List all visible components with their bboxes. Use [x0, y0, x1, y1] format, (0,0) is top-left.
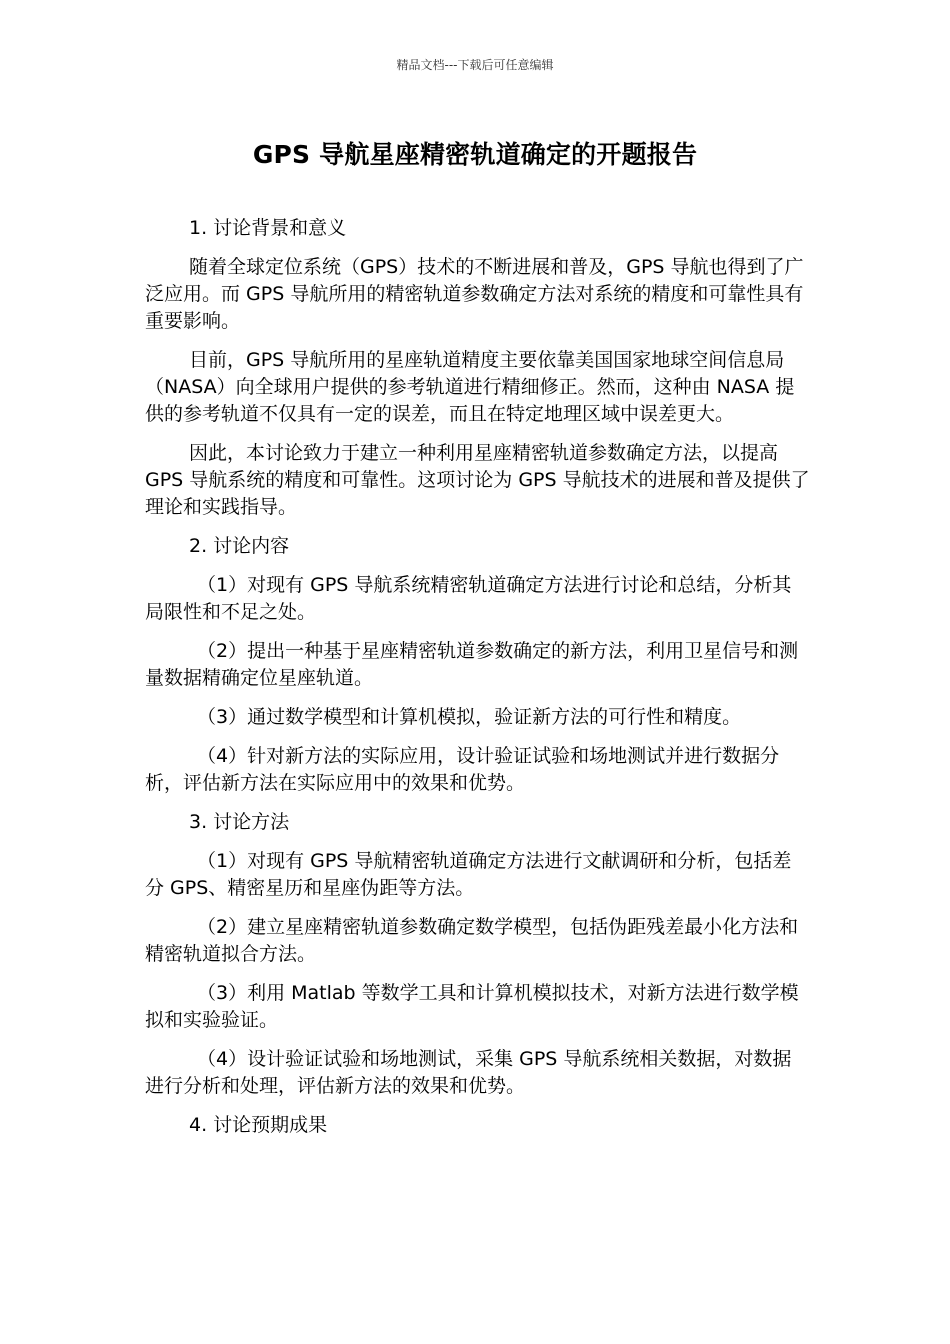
section-heading: 2. 讨论内容: [189, 535, 290, 557]
list-item: （4）针对新方法的实际应用，设计验证试验和场地测试并进行数据分析，评估新方法在实际应用中的效果和优势。: [145, 745, 780, 794]
list-item: （3）利用 Matlab 等数学工具和计算机模拟技术，对新方法进行数学模拟和实验验证。: [145, 982, 799, 1031]
paragraph: 因此，本讨论致力于建立一种利用星座精密轨道参数确定方法，以提高 GPS 导航系统的精度和可靠性。这项讨论为 GPS 导航技术的进展和普及提供了理论和实践指导。: [145, 442, 810, 518]
list-item: （2）建立星座精密轨道参数确定数学模型，包括伪距残差最小化方法和精密轨道拟合方法。: [145, 916, 799, 965]
list-item: （1）对现有 GPS 导航系统精密轨道确定方法进行讨论和总结，分析其局限性和不足之处。: [145, 574, 792, 623]
section-heading: 4. 讨论预期成果: [189, 1114, 328, 1136]
paragraph: 目前，GPS 导航所用的星座轨道精度主要依靠美国国家地球空间信息局（NASA）向全球用户提供的参考轨道进行精细修正。然而，这种由 NASA 提供的参考轨道不仅具有一定的误差，而且在特定地理区域中误差更大。: [145, 349, 795, 425]
list-item: （1）对现有 GPS 导航精密轨道确定方法进行文献调研和分析，包括差分 GPS、精密星历和星座伪距等方法。: [145, 850, 792, 899]
document-body: [145, 215, 810, 1151]
document-title: GPS 导航星座精密轨道确定的开题报告: [252, 140, 698, 169]
section-heading: 3. 讨论方法: [189, 811, 290, 833]
header-note: 精品文档---下载后可任意编辑: [396, 58, 554, 72]
paragraph: 随着全球定位系统（GPS）技术的不断进展和普及，GPS 导航也得到了广泛应用。而 GPS 导航所用的精密轨道参数确定方法对系统的精度和可靠性具有重要影响。: [145, 256, 804, 332]
list-item: （3）通过数学模型和计算机模拟，验证新方法的可行性和精度。: [197, 706, 742, 728]
list-item: （4）设计验证试验和场地测试，采集 GPS 导航系统相关数据，对数据进行分析和处理，评估新方法的效果和优势。: [145, 1048, 792, 1097]
list-item: （2）提出一种基于星座精密轨道参数确定的新方法，利用卫星信号和测量数据精确定位星座轨道。: [145, 640, 799, 689]
section-heading: 1. 讨论背景和意义: [189, 217, 347, 239]
